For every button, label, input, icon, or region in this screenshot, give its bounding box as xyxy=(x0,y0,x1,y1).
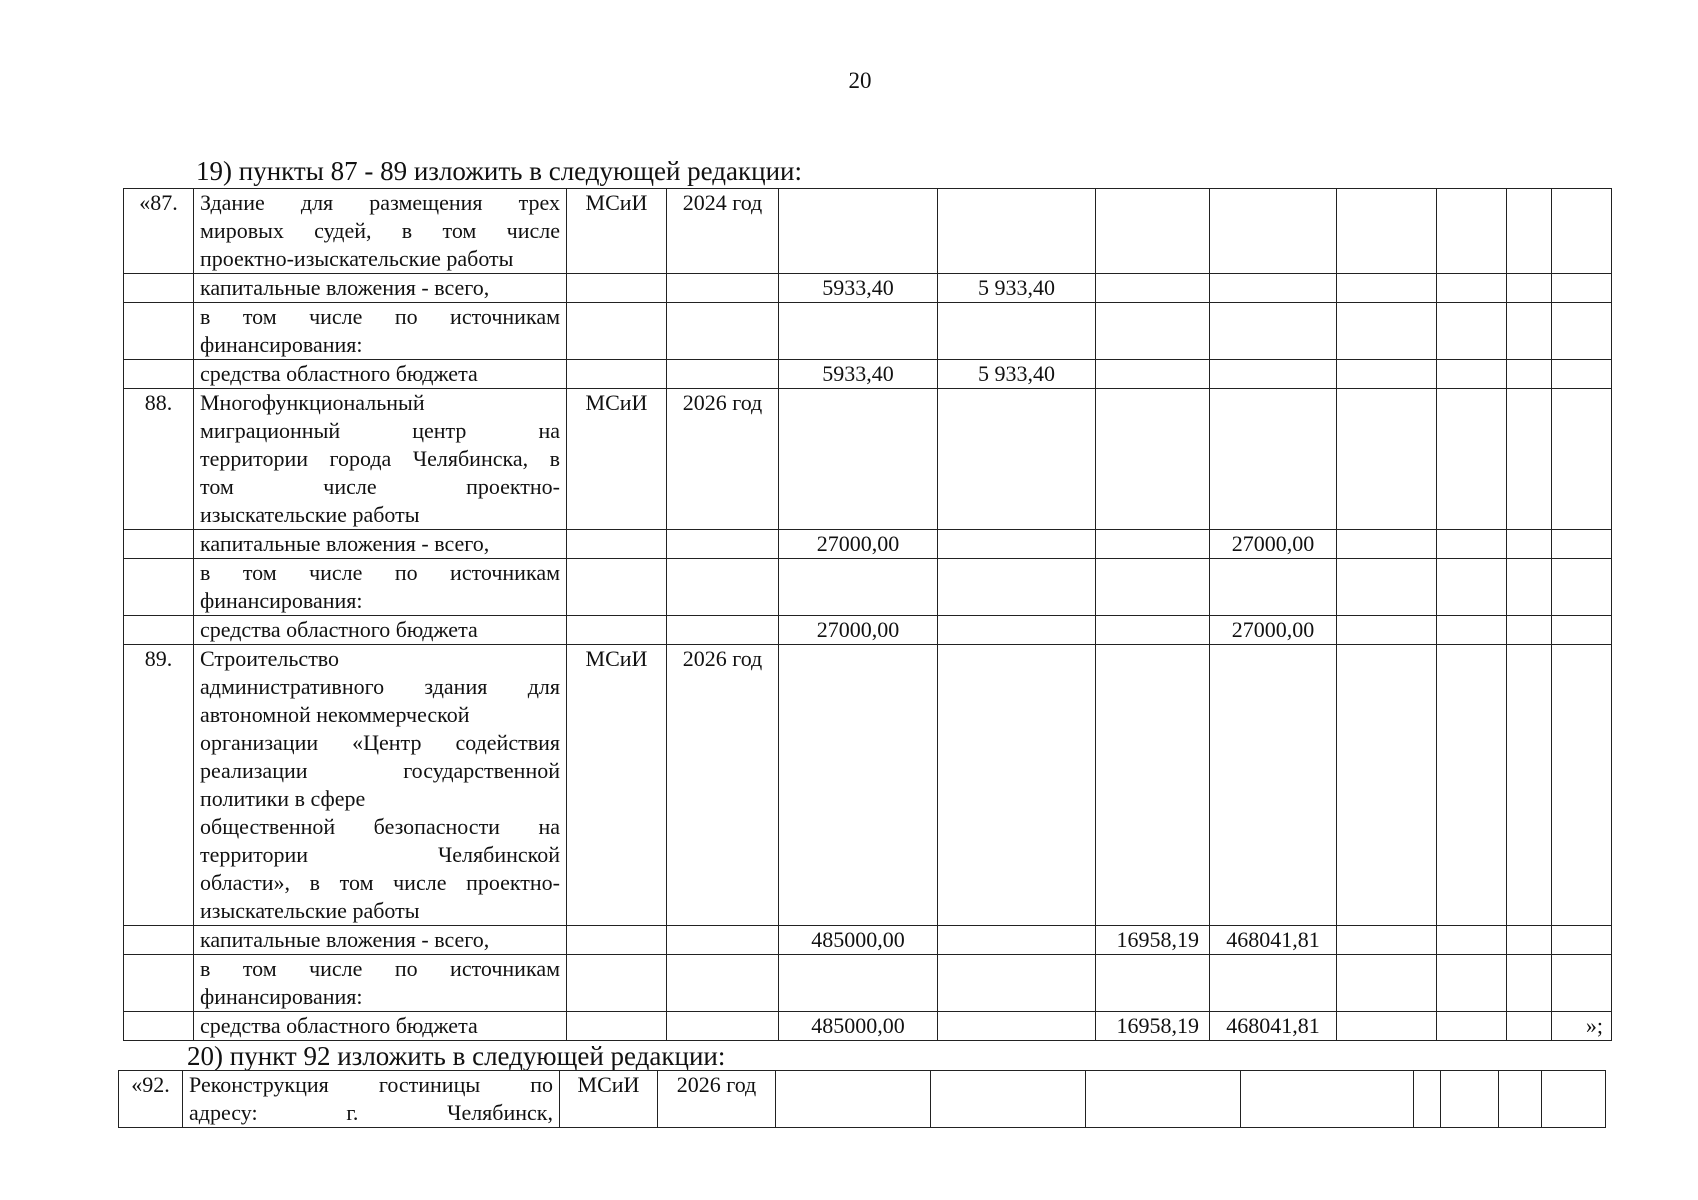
empty-cell xyxy=(1337,1012,1437,1041)
item-title-line: организации «Центр содействия xyxy=(200,730,560,755)
item-title-line: автономной некоммерческой xyxy=(200,702,470,727)
empty-cell xyxy=(1437,645,1507,926)
empty-cell xyxy=(938,189,1096,274)
sources-label xyxy=(194,955,567,1012)
item-org: МСиИ xyxy=(560,1071,658,1128)
item-title-line: административного здания для xyxy=(200,674,560,699)
value-cell xyxy=(1210,274,1337,303)
empty-cell xyxy=(567,360,667,389)
empty-cell xyxy=(1437,303,1507,360)
empty-cell xyxy=(667,926,779,955)
empty-cell xyxy=(1507,303,1552,360)
empty-cell xyxy=(1096,303,1210,360)
empty-cell xyxy=(1552,189,1612,274)
value-cell xyxy=(938,530,1096,559)
item-title-line: Реконструкция гостиницы по xyxy=(189,1072,553,1097)
empty-cell xyxy=(567,274,667,303)
value-cell: 27000,00 xyxy=(1210,530,1337,559)
capital-investments-table xyxy=(123,188,1612,1041)
value-cell xyxy=(1210,360,1337,389)
value-cell: 468041,81 xyxy=(1210,1012,1337,1041)
empty-cell xyxy=(1337,303,1437,360)
empty-cell xyxy=(779,189,938,274)
empty-cell xyxy=(1552,955,1612,1012)
empty-cell xyxy=(124,360,194,389)
empty-cell xyxy=(667,274,779,303)
table-row xyxy=(124,616,1612,645)
item-year: 2026 год xyxy=(667,645,779,926)
value-cell xyxy=(938,1012,1096,1041)
table-row xyxy=(124,645,1612,926)
capital-label: капитальные вложения - всего, xyxy=(194,926,567,955)
empty-cell xyxy=(1210,189,1337,274)
empty-cell xyxy=(1507,559,1552,616)
sources-label xyxy=(194,303,567,360)
value-cell: 5 933,40 xyxy=(938,360,1096,389)
empty-cell xyxy=(1096,559,1210,616)
closing-quote: »; xyxy=(1552,1012,1612,1041)
empty-cell xyxy=(1552,360,1612,389)
item-number: 88. xyxy=(124,389,194,530)
empty-cell xyxy=(124,1012,194,1041)
total-value: 5933,40 xyxy=(779,360,938,389)
item-year: 2026 год xyxy=(658,1071,776,1128)
empty-cell xyxy=(567,1012,667,1041)
item-title-line: проектно-изыскательские работы xyxy=(200,246,514,271)
empty-cell xyxy=(779,303,938,360)
item-title-line: адресу: г. Челябинск, xyxy=(189,1100,553,1125)
page-number: 20 xyxy=(848,68,872,93)
table-row xyxy=(124,303,1612,360)
sources-line: финансирования: xyxy=(200,984,363,1009)
item-title-line: мировых судей, в том числе xyxy=(200,218,560,243)
item-number: 89. xyxy=(124,645,194,926)
empty-cell xyxy=(779,955,938,1012)
value-cell: 16958,19 xyxy=(1096,1012,1210,1041)
section-19-heading: 19) пункты 87 - 89 изложить в следующей редакции: xyxy=(196,156,802,186)
sources-line: в том числе по источникам xyxy=(200,560,560,585)
empty-cell xyxy=(1507,616,1552,645)
item-title-line: реализации государственной xyxy=(200,758,560,783)
budget-label: средства областного бюджета xyxy=(194,1012,567,1041)
empty-cell xyxy=(1507,360,1552,389)
table-row xyxy=(124,559,1612,616)
empty-cell xyxy=(1210,559,1337,616)
empty-cell xyxy=(667,530,779,559)
empty-cell xyxy=(1437,616,1507,645)
empty-cell xyxy=(667,1012,779,1041)
total-value: 5933,40 xyxy=(779,274,938,303)
item-title-line: политики в сфере xyxy=(200,786,366,811)
item-title-line: изыскательские работы xyxy=(200,502,420,527)
empty-cell xyxy=(124,530,194,559)
item-title xyxy=(194,645,567,926)
empty-cell xyxy=(1210,389,1337,530)
empty-cell xyxy=(1437,389,1507,530)
empty-cell xyxy=(1507,926,1552,955)
empty-cell xyxy=(1437,189,1507,274)
empty-cell xyxy=(938,645,1096,926)
empty-cell xyxy=(1507,389,1552,530)
item-title-line: том числе проектно- xyxy=(200,474,560,499)
item-title xyxy=(183,1071,560,1128)
empty-cell xyxy=(1096,389,1210,530)
empty-cell xyxy=(1507,1012,1552,1041)
empty-cell xyxy=(1337,360,1437,389)
value-cell xyxy=(1096,274,1210,303)
empty-cell xyxy=(124,955,194,1012)
empty-cell xyxy=(1437,360,1507,389)
empty-cell xyxy=(1552,645,1612,926)
empty-cell xyxy=(1210,303,1337,360)
empty-cell xyxy=(1507,955,1552,1012)
empty-cell xyxy=(667,616,779,645)
capital-label: капитальные вложения - всего, xyxy=(194,530,567,559)
empty-cell xyxy=(667,303,779,360)
empty-cell xyxy=(1337,645,1437,926)
sources-line: в том числе по источникам xyxy=(200,304,560,329)
empty-cell xyxy=(1552,303,1612,360)
value-cell: 16958,19 xyxy=(1096,926,1210,955)
item-number: «92. xyxy=(119,1071,183,1128)
sources-line: финансирования: xyxy=(200,588,363,613)
item-92-table xyxy=(118,1070,1606,1128)
item-title-line: территории Челябинской xyxy=(200,842,560,867)
empty-cell xyxy=(1210,645,1337,926)
sources-line: финансирования: xyxy=(200,332,363,357)
empty-cell xyxy=(1437,1012,1507,1041)
empty-cell xyxy=(567,955,667,1012)
empty-cell xyxy=(567,530,667,559)
table-row xyxy=(119,1071,1606,1128)
total-value: 27000,00 xyxy=(779,530,938,559)
empty-cell xyxy=(667,955,779,1012)
value-cell xyxy=(1096,360,1210,389)
empty-cell xyxy=(1337,189,1437,274)
empty-cell xyxy=(1337,389,1437,530)
item-org: МСиИ xyxy=(567,645,667,926)
empty-cell xyxy=(124,559,194,616)
empty-cell xyxy=(1337,530,1437,559)
empty-cell xyxy=(1552,559,1612,616)
empty-cell xyxy=(1337,926,1437,955)
table-row xyxy=(124,360,1612,389)
item-title-line: общественной безопасности на xyxy=(200,814,560,839)
budget-label: средства областного бюджета xyxy=(194,360,567,389)
item-title-line: миграционный центр на xyxy=(200,418,560,443)
empty-cell xyxy=(779,559,938,616)
total-value: 485000,00 xyxy=(779,1012,938,1041)
item-title xyxy=(194,189,567,274)
table-row xyxy=(124,189,1612,274)
value-cell xyxy=(938,926,1096,955)
empty-cell xyxy=(1096,645,1210,926)
empty-cell xyxy=(779,645,938,926)
empty-cell xyxy=(1437,955,1507,1012)
empty-cell xyxy=(938,955,1096,1012)
empty-cell xyxy=(1552,389,1612,530)
empty-cell xyxy=(938,389,1096,530)
section-20-heading: 20) пункт 92 изложить в следующей редакции: xyxy=(187,1041,726,1071)
empty-cell xyxy=(1437,274,1507,303)
empty-cell xyxy=(667,360,779,389)
empty-cell xyxy=(1507,645,1552,926)
empty-cell xyxy=(938,559,1096,616)
empty-cell xyxy=(1337,955,1437,1012)
item-number: «87. xyxy=(124,189,194,274)
value-cell xyxy=(1096,616,1210,645)
empty-cell xyxy=(1337,274,1437,303)
item-title-line: Здание для размещения трех xyxy=(200,190,560,215)
sources-label xyxy=(194,559,567,616)
empty-cell xyxy=(124,274,194,303)
capital-label: капитальные вложения - всего, xyxy=(194,274,567,303)
item-title xyxy=(194,389,567,530)
empty-cell xyxy=(1507,274,1552,303)
empty-cell xyxy=(1337,559,1437,616)
table-row xyxy=(124,274,1612,303)
item-year: 2026 год xyxy=(667,389,779,530)
empty-cell xyxy=(1507,189,1552,274)
table-row xyxy=(124,926,1612,955)
table-row xyxy=(124,955,1612,1012)
table-row xyxy=(124,1012,1612,1041)
item-title-line: Строительство xyxy=(200,646,340,671)
empty-cell xyxy=(124,926,194,955)
item-org: МСиИ xyxy=(567,389,667,530)
item-title-line: изыскательские работы xyxy=(200,898,420,923)
empty-cell xyxy=(1337,616,1437,645)
empty-cell xyxy=(1552,926,1612,955)
empty-cell xyxy=(1096,955,1210,1012)
empty-cell xyxy=(124,616,194,645)
value-cell: 468041,81 xyxy=(1210,926,1337,955)
table-row xyxy=(124,530,1612,559)
total-value: 27000,00 xyxy=(779,616,938,645)
empty-cell xyxy=(1552,616,1612,645)
empty-cell xyxy=(567,559,667,616)
empty-cell xyxy=(1210,955,1337,1012)
sources-line: в том числе по источникам xyxy=(200,956,560,981)
item-title-line: территории города Челябинска, в xyxy=(200,446,560,471)
empty-cell xyxy=(1096,189,1210,274)
value-cell: 27000,00 xyxy=(1210,616,1337,645)
value-cell: 5 933,40 xyxy=(938,274,1096,303)
item-org: МСиИ xyxy=(567,189,667,274)
item-title-line: Многофункциональный xyxy=(200,390,425,415)
total-value: 485000,00 xyxy=(779,926,938,955)
table-row xyxy=(124,389,1612,530)
empty-cell xyxy=(567,303,667,360)
empty-cell xyxy=(1437,559,1507,616)
empty-cell xyxy=(1552,530,1612,559)
empty-cell xyxy=(938,303,1096,360)
budget-label: средства областного бюджета xyxy=(194,616,567,645)
empty-cell xyxy=(1507,530,1552,559)
empty-cell xyxy=(1552,274,1612,303)
empty-cell xyxy=(567,926,667,955)
empty-cell xyxy=(779,389,938,530)
empty-cell xyxy=(1437,926,1507,955)
item-title-line: области», в том числе проектно- xyxy=(200,870,560,895)
value-cell xyxy=(938,616,1096,645)
empty-cell xyxy=(567,616,667,645)
empty-cell xyxy=(667,559,779,616)
value-cell xyxy=(1096,530,1210,559)
empty-cell xyxy=(124,303,194,360)
item-year: 2024 год xyxy=(667,189,779,274)
empty-cell xyxy=(1437,530,1507,559)
